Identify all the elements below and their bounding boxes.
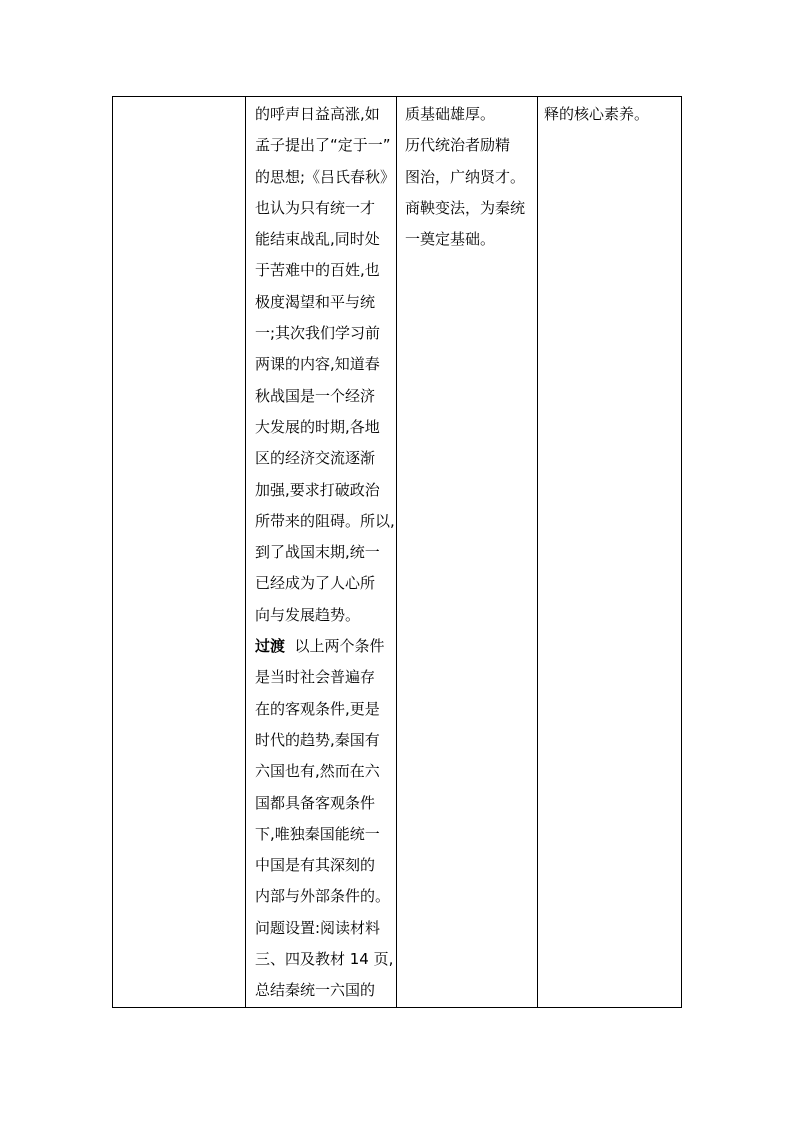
text-line: 商鞅变法，为秦统 (405, 198, 526, 217)
transition-label: 过渡 (255, 637, 286, 656)
material-analysis-text (397, 97, 537, 255)
text-line: 的思想;《吕氏春秋》 (255, 167, 396, 186)
table-row (113, 97, 682, 1008)
text-line: 国都具备客观条件 (255, 793, 376, 812)
text-line: 历代统治者励精 (405, 136, 511, 155)
text-line: 总结秦统一六国的 (255, 981, 376, 1000)
text-line: 在的客观条件,更是 (255, 699, 380, 718)
text-line: 问题设置:阅读材料 (255, 918, 381, 937)
text-line: 三、四及教材 14 页, (255, 950, 394, 969)
teaching-process-text (246, 97, 396, 1007)
text-line: 是当时社会普遍存 (255, 668, 376, 687)
text-line: 所带来的阻碍。所以, (255, 511, 395, 530)
text-line: 大发展的时期,各地 (255, 417, 380, 436)
text-line: 的呼声日益高涨,如 (255, 105, 380, 123)
text-line: 六国也有,然而在六 (255, 762, 380, 781)
lesson-plan-table (112, 96, 682, 1008)
text-line: 下,唯独秦国能统一 (255, 824, 380, 843)
text-line: 中国是有其深刻的 (255, 856, 376, 875)
transition-text: 以上两个条件 (285, 637, 385, 656)
text-line: 一;其次我们学习前 (255, 324, 381, 343)
text-line: 时代的趋势,秦国有 (255, 730, 380, 749)
text-line: 极度渴望和平与统 (255, 292, 376, 311)
text-line: 已经成为了人心所 (255, 574, 376, 593)
table-cell-column-1 (113, 97, 246, 1008)
transition-line (255, 631, 396, 662)
design-intent-text (538, 97, 681, 130)
text-line: 到了战国末期,统一 (255, 543, 380, 562)
text-line: 能结束战乱,同时处 (255, 230, 380, 249)
table-cell-design-intent (538, 97, 682, 1008)
text-line: 向与发展趋势。 (255, 605, 361, 624)
text-line: 一奠定基础。 (405, 230, 496, 249)
text-line: 秋战国是一个经济 (255, 386, 376, 405)
text-line: 图治，广纳贤才。 (405, 167, 526, 186)
text-line: 也认为只有统一才 (255, 198, 376, 217)
text-line: 区的经济交流逐渐 (255, 449, 376, 468)
text-line: 加强,要求打破政治 (255, 480, 380, 499)
table-cell-teaching-process (246, 97, 397, 1008)
text-line: 于苦难中的百姓,也 (255, 261, 380, 280)
text-line: 质基础雄厚。 (405, 105, 496, 123)
text-line: 内部与外部条件的。 (255, 887, 391, 906)
text-line: 释的核心素养。 (544, 105, 650, 123)
text-line: 孟子提出了“定于一” (255, 136, 391, 155)
table-cell-material-analysis (397, 97, 538, 1008)
text-line: 两课的内容,知道春 (255, 355, 380, 374)
